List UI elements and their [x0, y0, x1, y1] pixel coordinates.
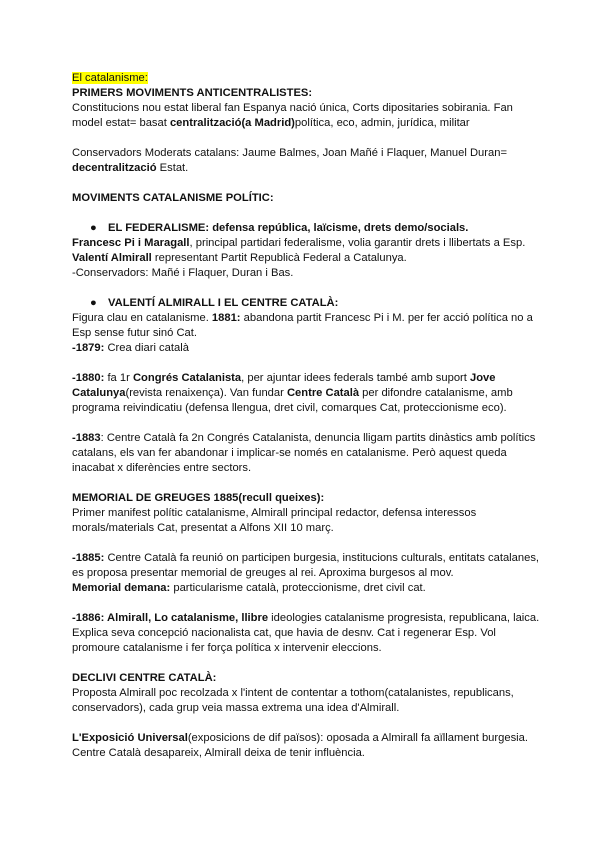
paragraph-1883 — [72, 431, 542, 476]
text: fa 1r — [104, 372, 133, 384]
text: Centre Català fa reunió on participen burgesia, institucions culturals, entitats catalanes, es proposa presentar memorial de greuges al rei. Aproxima burgesos al mov. — [72, 552, 540, 579]
heading-moviments-politic: MOVIMENTS CATALANISME POLÍTIC: — [72, 192, 274, 204]
text: (revista renaixença). Van fundar — [125, 387, 287, 399]
bold-text: Congrés Catalanista — [132, 372, 242, 384]
heading-declivi: DECLIVI CENTRE CATALÀ: — [72, 672, 217, 684]
paragraph-primer-manifest: Primer manifest polític catalanisme, Almirall principal redactor, defensa interessos morals/materials Cat, presentat a Alfons XII 10 març. — [72, 507, 477, 534]
paragraph-1879 — [72, 341, 542, 356]
text: per difondre catalanisme, amb programa reivindicatiu (defensa llengua, dret civil, comarques Cat, proteccionisme eco). — [72, 387, 513, 414]
bullet-federalisme — [72, 221, 542, 236]
paragraph-figura-clau — [72, 311, 542, 341]
text: MEMORIAL DE GREUGES 1885 — [72, 492, 239, 504]
paragraph-1886 — [72, 611, 542, 656]
doc-title — [72, 71, 542, 86]
bold-text: Jove Catalunya — [72, 372, 496, 399]
text: : — [320, 492, 325, 504]
text: Constitucions nou estat liberal fan Espanya nació única, Corts dipositaries sobirania. Fan model estat= basat — [72, 102, 513, 129]
bullet-icon: ● — [90, 222, 97, 234]
paragraph-conservadors-fed: -Conservadors: Mañé i Flaquer, Duran i Bas. — [72, 267, 294, 279]
bullet-text: VALENTÍ ALMIRALL I EL CENTRE CATALÀ: — [108, 297, 339, 309]
bold-text: Francesc Pi i Maragall — [72, 237, 190, 249]
bullet-icon: ● — [90, 297, 97, 309]
bullet-text: EL FEDERALISME: defensa república, laïcisme, drets demo/socials. — [108, 222, 469, 234]
text: Estat. — [156, 162, 189, 174]
text: (exposicions de dif països): oposada a Almirall fa aïllament burgesia. Centre Català desapareix, Almirall deixa de tenir influència. — [72, 732, 528, 759]
paragraph-memorial-demana — [72, 581, 542, 596]
bold-text: -1879: — [72, 342, 105, 354]
paragraph-exposicio — [72, 731, 542, 761]
text: Conservadors Moderats catalans: Jaume Balmes, Joan Mañé i Flaquer, Manuel Duran= — [72, 147, 507, 159]
bold-text: L'Exposició Universal — [72, 732, 188, 744]
text: ideologies catalanisme progresista, republicana, laica. Explica seva concepció nacionalista cat, que havia de desnv. Cat i regenerar Esp. Vol promoure catalanisme i fer força política x intervenir eleccions. — [72, 612, 540, 654]
paragraph-almirall — [72, 251, 542, 266]
bold-text: Centre Català — [286, 387, 360, 399]
text: particularisme català, proteccionisme, dret civil cat. — [170, 582, 426, 594]
text: : Centre Català fa 2n Congrés Catalanista, denuncia lligam partits dinàstics amb polítics catalans, els van fer abandonar i implicar-se només en catalanisme. Però aquest queda inacabat x diferències entre sectors. — [72, 432, 536, 474]
heading-primers-moviments: PRIMERS MOVIMENTS ANTICENTRALISTES: — [72, 87, 313, 99]
paragraph-1880 — [72, 371, 542, 416]
bold-text: decentralització — [72, 162, 157, 174]
text: Crea diari català — [104, 342, 189, 354]
heading-memorial-greuges — [72, 491, 542, 506]
text: , per ajuntar idees federals també amb suport — [241, 372, 470, 384]
text: , principal partidari federalisme, volia garantir drets i llibertats a Esp. — [189, 237, 526, 249]
paragraph-conservadors — [72, 146, 542, 176]
text: Figura clau en catalanisme. — [72, 312, 212, 324]
bold-text: -1883 — [72, 432, 101, 444]
bold-text: -1880: — [72, 372, 105, 384]
highlighted-title: El catalanisme: — [72, 72, 148, 84]
paragraph-pi-maragall — [72, 236, 542, 251]
document-body — [72, 71, 542, 761]
paragraph-constitucions — [72, 101, 542, 131]
bold-text: Memorial demana: — [72, 582, 171, 594]
bold-text: -1885: — [72, 552, 105, 564]
paragraph-proposta: Proposta Almirall poc recolzada x l'intent de contentar a tothom(catalanistes, republicans, conservadors), cada grup veia massa extrema una idea d'Almirall. — [72, 687, 514, 714]
bullet-almirall-centre — [72, 296, 542, 311]
bold-text: -1886: Almirall, Lo catalanisme, llibre — [72, 612, 269, 624]
bold-text: centralització(a Madrid) — [169, 117, 295, 129]
text: representant Partit Republicà Federal a Catalunya. — [151, 252, 407, 264]
bold-text: 1881: — [211, 312, 241, 324]
text: abandona partit Francesc Pi i M. per fer acció política no a Esp sense futur sinó Cat. — [72, 312, 533, 339]
bold-text: Valentí Almirall — [72, 252, 152, 264]
paragraph-1885 — [72, 551, 542, 581]
text: política, eco, admin, jurídica, militar — [294, 117, 470, 129]
text: (recull queixes) — [238, 492, 321, 504]
